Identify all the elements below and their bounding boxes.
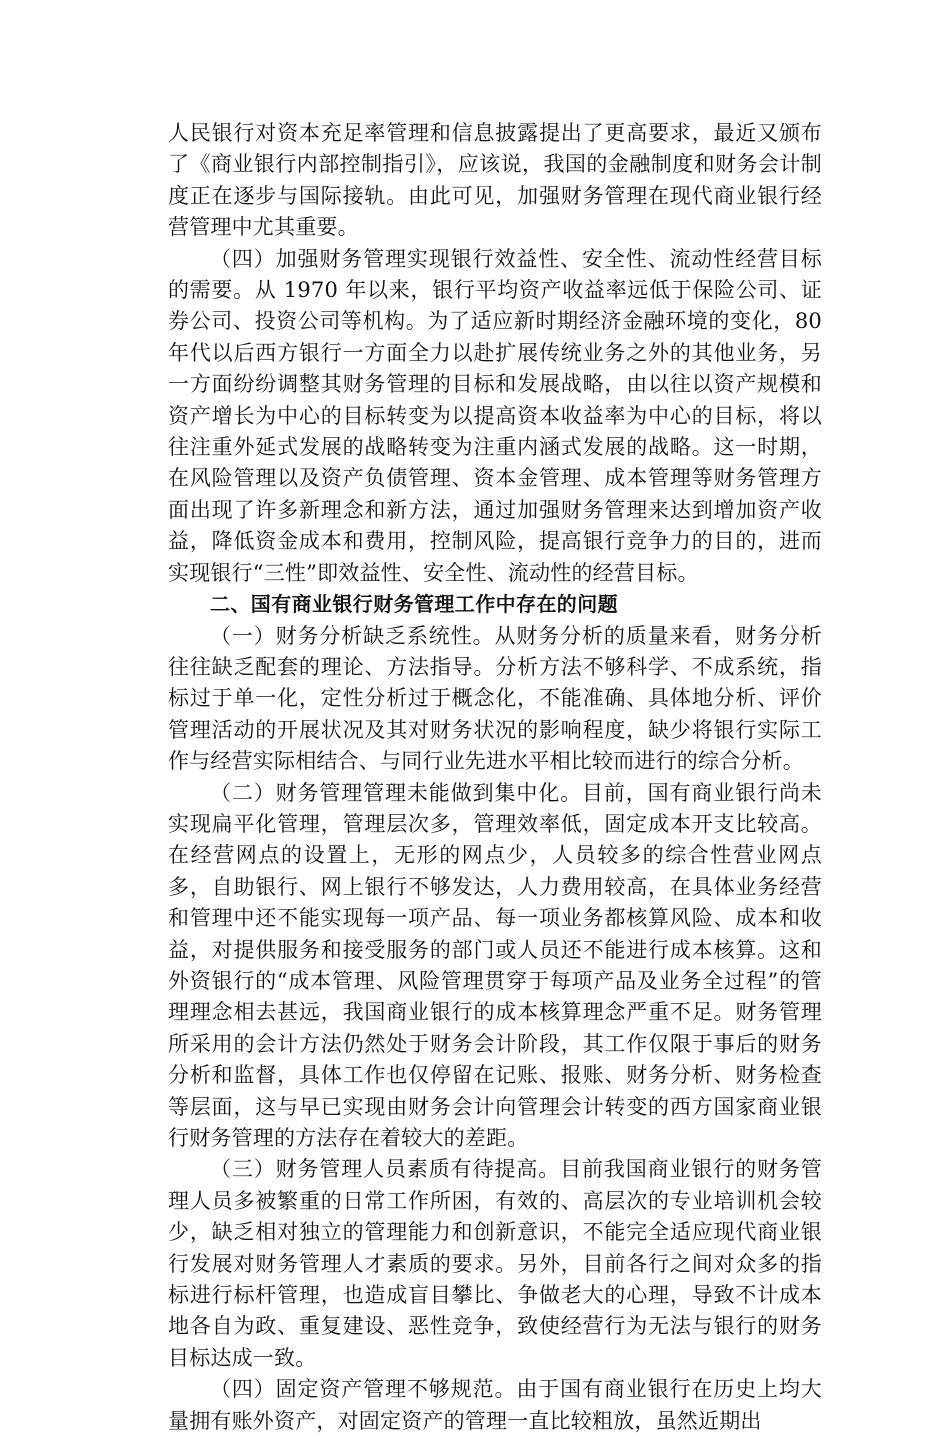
paragraph-problem-one: （一）财务分析缺乏系统性。从财务分析的质量来看，财务分析往往缺乏配套的理论、方法指导。分析方法不够科学、不成系统，指标过于单一化，定性分析过于概念化，不能准确、具体地分析、评价管理活动的开展状况及其对财务状况的影响程度，缺少将银行实际工作与经营实际相结合、与同行业先进水平相比较而进行的综合分析。 <box>168 623 822 774</box>
section-heading-problems: 二、国有商业银行财务管理工作中存在的问题 <box>210 592 618 617</box>
document-body <box>168 118 822 1437</box>
paragraph-section-four-goal: （四）加强财务管理实现银行效益性、安全性、流动性经营目标的需要。从 1970 年以来，银行平均资产收益率远低于保险公司、证券公司、投资公司等机构。为了适应新时期经济金融环境的变化，80 年代以后西方银行一方面全力以赴扩展传统业务之外的其他业务，另一方面纷纷调整其财务管理的目标和发展战略，由以往以资产规模和资产增长为中心的目标转变为以提高资本收益率为中心的目标，将以往注重外延式发展的战略转变为注重内涵式发展的战略。这一时期，在风险管理以及资产负债管理、资本金管理、成本管理等财务管理方面出现了许多新理念和新方法，通过加强财务管理来达到增加资产收益，降低资金成本和费用，控制风险，提高银行竞争力的目的，进而实现银行“三性”即效益性、安全性、流动性的经营目标。 <box>168 246 822 585</box>
paragraph-problem-four: （四）固定资产管理不够规范。由于国有商业银行在历史上均大量拥有账外资产，对固定资产的管理一直比较粗放，虽然近期出 <box>168 1377 822 1433</box>
paragraph-problem-three: （三）财务管理人员素质有待提高。目前我国商业银行的财务管理人员多被繁重的日常工作所困，有效的、高层次的专业培训机会较少，缺乏相对独立的管理能力和创新意识，不能完全适应现代商业银行发展对财务管理人才素质的要求。另外，目前各行之间对众多的指标进行标杆管理，也造成盲目攀比、争做老大的心理，导致不计成本地各自为政、重复建设、恶性竞争，致使经营行为无法与银行的财务目标达成一致。 <box>168 1157 822 1370</box>
paragraph-problem-two: （二）财务管理管理未能做到集中化。目前，国有商业银行尚未实现扁平化管理，管理层次多，管理效率低，固定成本开支比较高。在经营网点的设置上，无形的网点少，人员较多的综合性营业网点多，自助银行、网上银行不够发达，人力费用较高，在具体业务经营和管理中还不能实现每一项产品、每一项业务都核算风险、成本和收益，对提供服务和接受服务的部门或人员还不能进行成本核算。这和外资银行的“成本管理、风险管理贯穿于每项产品及业务全过程”的管理理念相去甚远，我国商业银行的成本核算理念严重不足。财务管理所采用的会计方法仍然处于财务会计阶段，其工作仅限于事后的财务分析和监督，具体工作也仅停留在记账、报账、财务分析、财务检查等层面，这与早已实现由财务会计向管理会计转变的西方国家商业银行财务管理的方法存在着较大的差距。 <box>168 780 822 1150</box>
paragraph-continuation: 人民银行对资本充足率管理和信息披露提出了更高要求，最近又颁布了《商业银行内部控制指引》，应该说，我国的金融制度和财务会计制度正在逐步与国际接轨。由此可见，加强财务管理在现代商业银行经营管理中尤其重要。 <box>168 121 822 240</box>
